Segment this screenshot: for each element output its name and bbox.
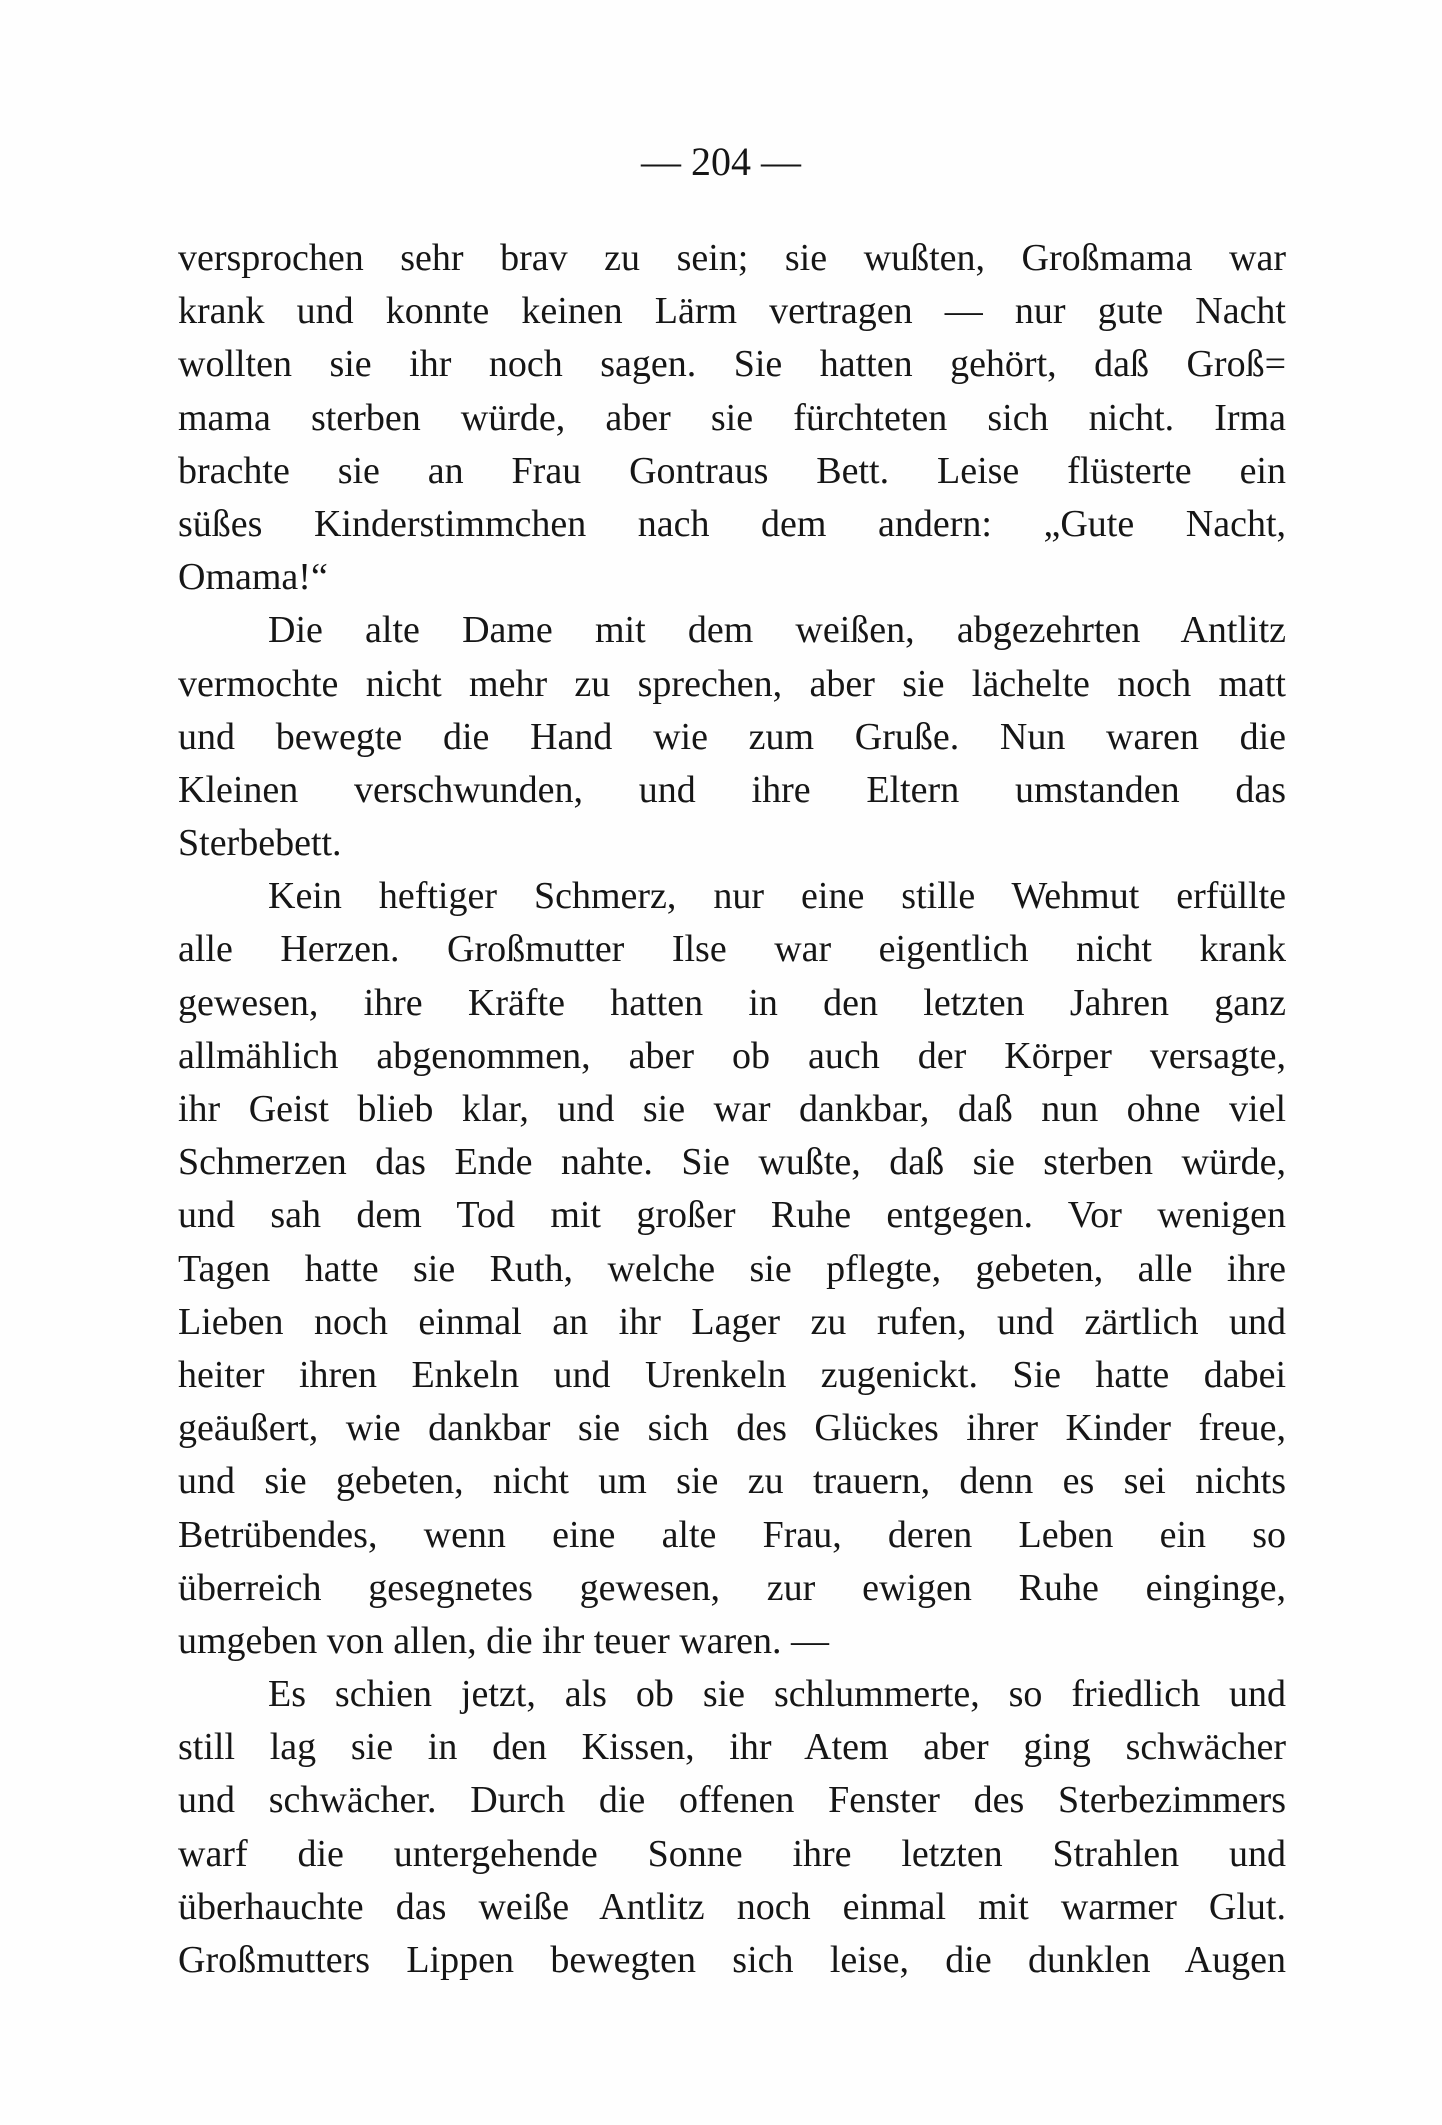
text-line: Die alte Dame mit dem weißen, abgezehrten Antlitz bbox=[268, 609, 1286, 652]
text-line: Schmerzen das Ende nahte. Sie wußte, daß sie sterben würde, bbox=[178, 1141, 1286, 1184]
text-line: und sah dem Tod mit großer Ruhe entgegen. Vor wenigen bbox=[178, 1194, 1286, 1237]
text-line: umgeben von allen, die ihr teuer waren. — bbox=[178, 1619, 830, 1662]
text-line: heiter ihren Enkeln und Urenkeln zugenickt. Sie hatte dabei bbox=[178, 1353, 1286, 1396]
text-line: alle Herzen. Großmutter Ilse war eigentlich nicht krank bbox=[178, 928, 1286, 971]
text-line: Omama!“ bbox=[178, 556, 328, 599]
text-line: überreich gesegnetes gewesen, zur ewigen Ruhe einginge, bbox=[178, 1566, 1286, 1609]
text-line: Betrübendes, wenn eine alte Frau, deren Leben ein so bbox=[178, 1513, 1286, 1556]
body-text bbox=[178, 232, 1286, 1987]
text-line: süßes Kinderstimmchen nach dem andern: „Gute Nacht, bbox=[178, 502, 1286, 545]
text-line: und sie gebeten, nicht um sie zu trauern, denn es sei nichts bbox=[178, 1460, 1286, 1503]
text-line: überhauchte das weiße Antlitz noch einmal mit warmer Glut. bbox=[178, 1885, 1286, 1928]
text-line: krank und konnte keinen Lärm vertragen — nur gute Nacht bbox=[178, 290, 1286, 333]
text-line: wollten sie ihr noch sagen. Sie hatten gehört, daß Groß= bbox=[178, 343, 1286, 386]
text-line: gewesen, ihre Kräfte hatten in den letzten Jahren ganz bbox=[178, 981, 1286, 1024]
text-line: mama sterben würde, aber sie fürchteten sich nicht. Irma bbox=[178, 396, 1286, 439]
paragraph bbox=[178, 870, 1286, 1668]
text-line: vermochte nicht mehr zu sprechen, aber sie lächelte noch matt bbox=[178, 662, 1286, 705]
text-line: brachte sie an Frau Gontraus Bett. Leise flüsterte ein bbox=[178, 449, 1286, 492]
text-line: Großmutters Lippen bewegten sich leise, die dunklen Augen bbox=[178, 1939, 1286, 1981]
text-line: versprochen sehr brav zu sein; sie wußten, Großmama war bbox=[178, 237, 1286, 279]
text-line: ihr Geist blieb klar, und sie war dankbar, daß nun ohne viel bbox=[178, 1088, 1286, 1130]
text-line: allmählich abgenommen, aber ob auch der Körper versagte, bbox=[178, 1034, 1286, 1077]
text-line: geäußert, wie dankbar sie sich des Glückes ihrer Kinder freue, bbox=[178, 1407, 1286, 1450]
paragraph bbox=[178, 1668, 1286, 1987]
text-line: Es schien jetzt, als ob sie schlummerte, so friedlich und bbox=[268, 1673, 1286, 1716]
text-line: Tagen hatte sie Ruth, welche sie pflegte, gebeten, alle ihre bbox=[178, 1247, 1286, 1290]
text-line: Kleinen verschwunden, und ihre Eltern umstanden das bbox=[178, 768, 1286, 811]
text-line: und schwächer. Durch die offenen Fenster des Sterbezimmers bbox=[178, 1779, 1286, 1822]
text-line: und bewegte die Hand wie zum Gruße. Nun waren die bbox=[178, 715, 1286, 758]
paragraph bbox=[178, 604, 1286, 870]
text-line: Lieben noch einmal an ihr Lager zu rufen, und zärtlich und bbox=[178, 1300, 1286, 1343]
text-line: Sterbebett. bbox=[178, 822, 342, 865]
page-number: — 204 — bbox=[641, 139, 801, 184]
text-line: Kein heftiger Schmerz, nur eine stille Wehmut erfüllte bbox=[268, 875, 1286, 918]
text-line: still lag sie in den Kissen, ihr Atem aber ging schwächer bbox=[178, 1726, 1286, 1769]
text-line: warf die untergehende Sonne ihre letzten Strahlen und bbox=[178, 1832, 1286, 1875]
paragraph bbox=[178, 232, 1286, 604]
